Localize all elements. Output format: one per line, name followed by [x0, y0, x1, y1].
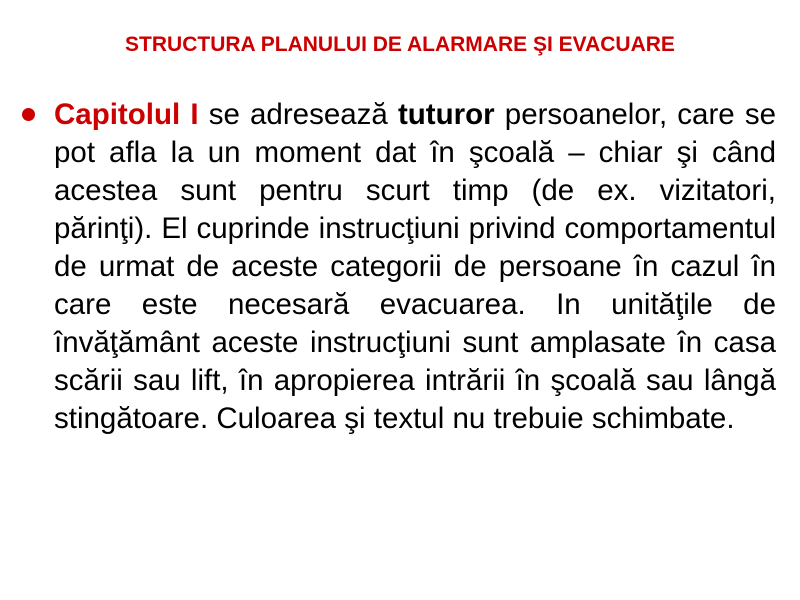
slide-title: STRUCTURA PLANULUI DE ALARMARE ŞI EVACUARE	[125, 33, 675, 56]
bullet-text	[54, 96, 776, 438]
text-segment-a: se adresează	[198, 98, 398, 131]
text-segment-b: persoanelor, care se pot afla la un moment dat în şcoală – chiar şi când acestea sunt pentru scurt timp (de ex. vizitatori, părinţi). El cuprinde instrucţiuni privind comportamentul de urmat de aceste categorii de persoane în cazul în care este necesară evacuarea. In unităţile de învăţământ aceste instrucţiuni sunt amplasate în casa scării sau lift, în apropierea intrării în şcoală sau lângă stingătoare. Culoarea şi textul nu trebuie schimbate.	[54, 98, 777, 435]
slide-content	[22, 96, 776, 438]
emphasis-word: tuturor	[397, 98, 495, 131]
bullet-item	[22, 96, 776, 438]
bullet-dot-icon	[22, 108, 35, 121]
chapter-lead: Capitolul I	[54, 98, 199, 131]
